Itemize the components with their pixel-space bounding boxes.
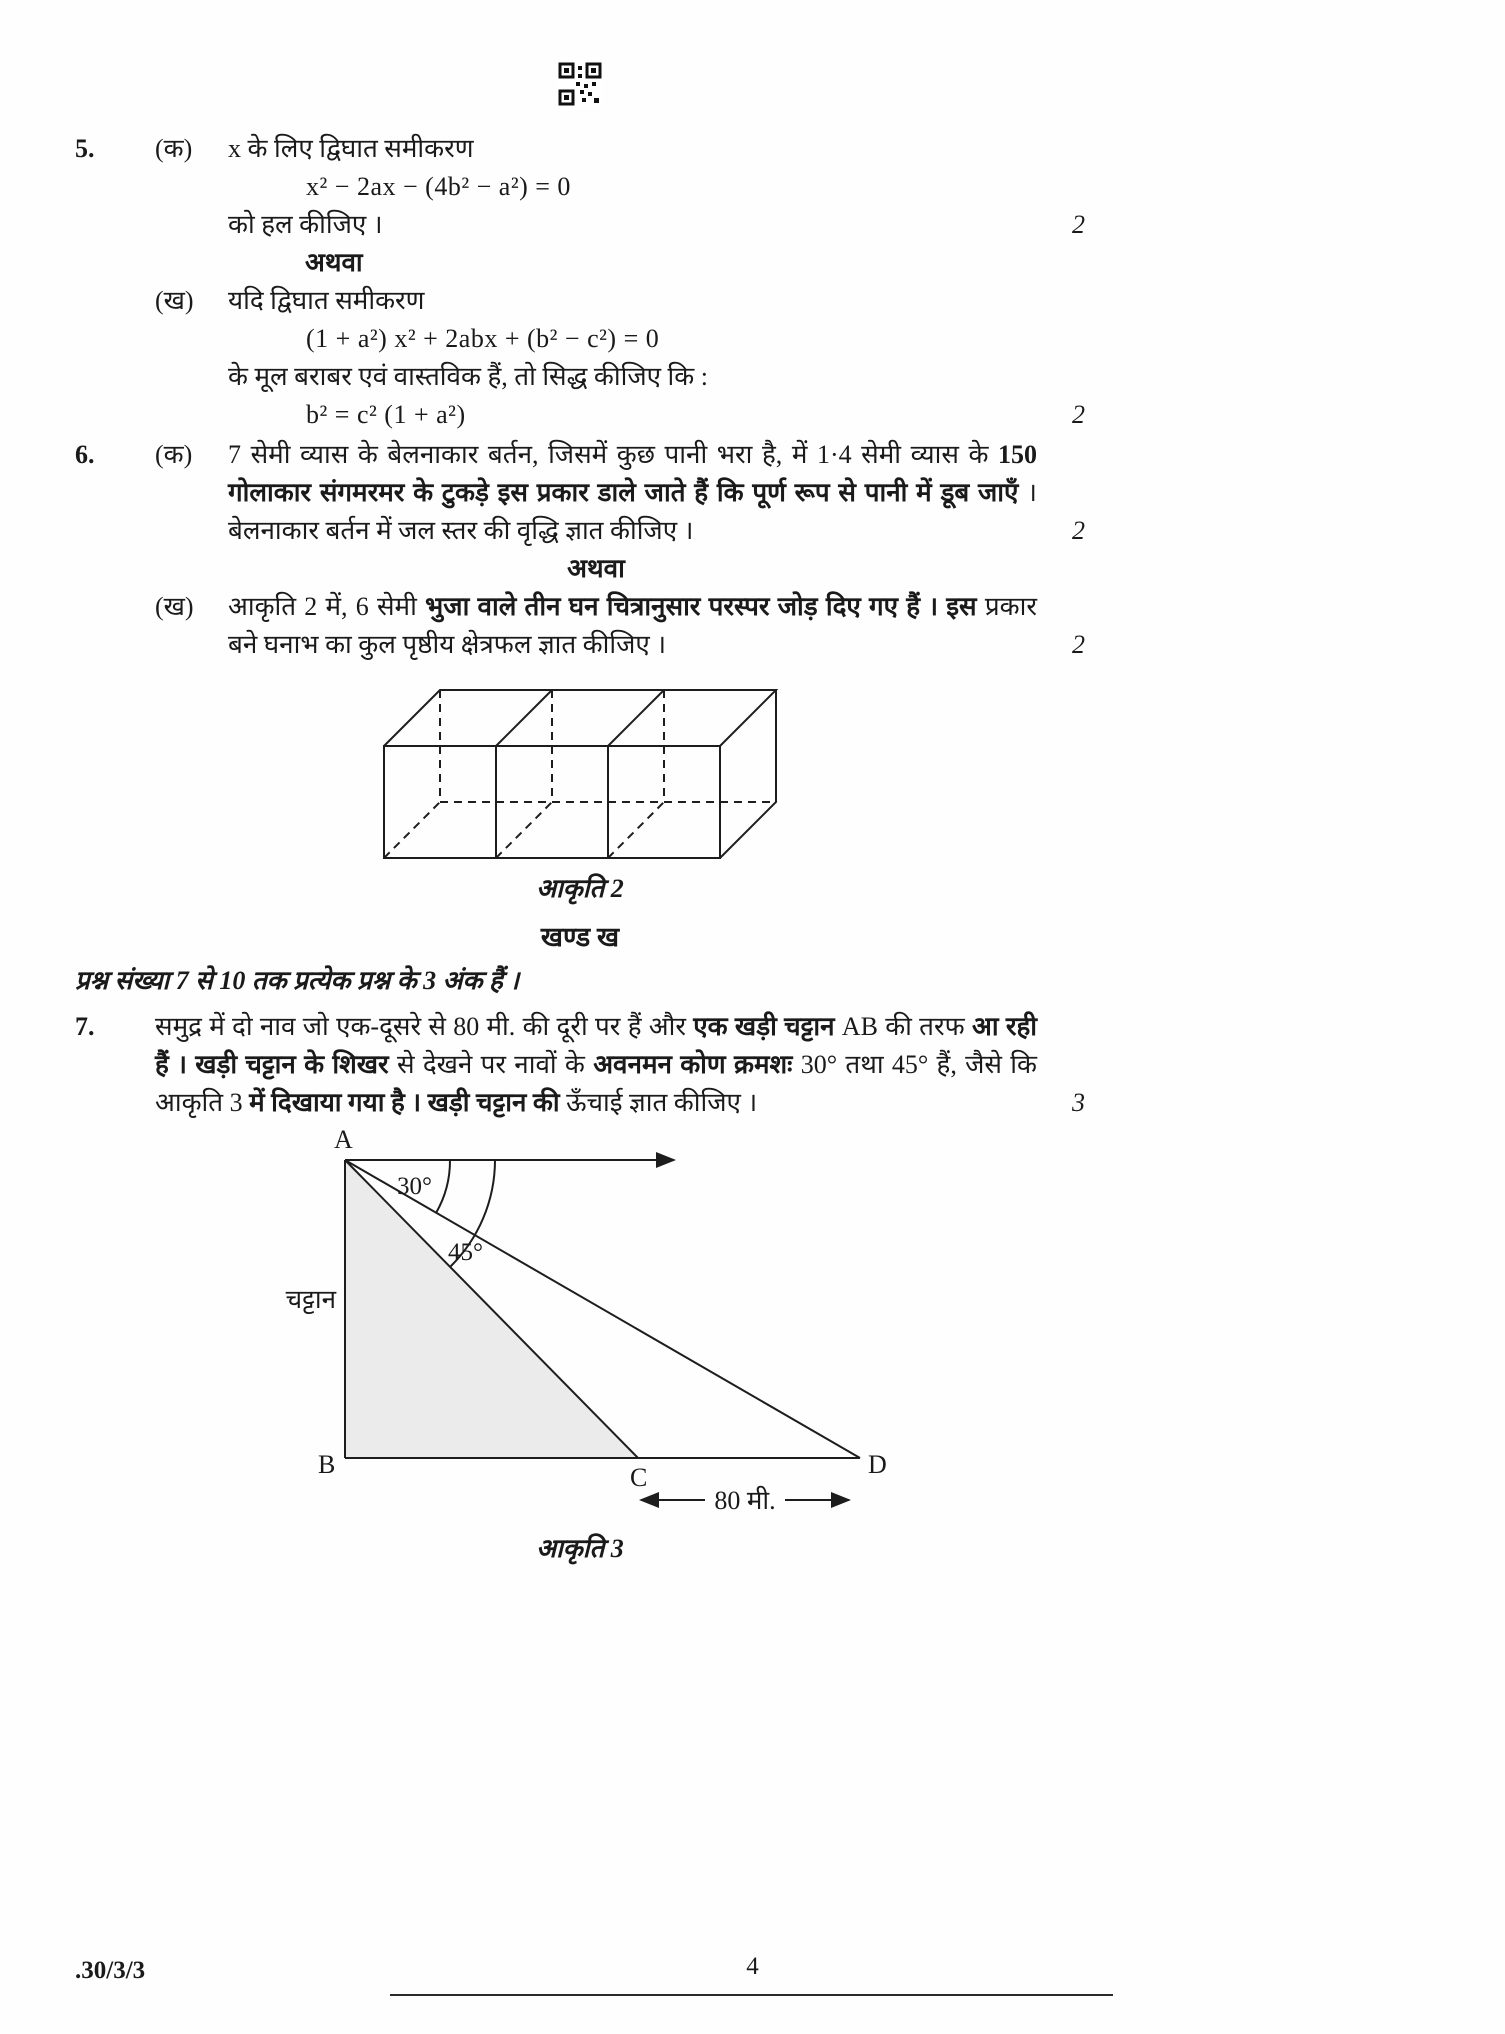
figure-2-cubes-diagram: [374, 672, 786, 868]
angle-arc-30: [436, 1160, 450, 1213]
question-5b-label: (ख): [155, 286, 194, 315]
page-number: 4: [746, 1953, 759, 1980]
question-6-or-separator: अथवा: [567, 554, 625, 583]
question-5a-intro: x के लिए द्विघात समीकरण: [228, 134, 474, 163]
angle-label-30: 30°: [397, 1173, 432, 1200]
question-5b: [155, 282, 1085, 434]
question-6b-label: (ख): [155, 592, 194, 621]
angle-label-45: 45°: [448, 1239, 483, 1266]
vertex-label-B: B: [318, 1450, 336, 1479]
question-6b: [155, 588, 1085, 664]
question-6-number: 6.: [75, 440, 95, 469]
question-7-text: समुद्र में दो नाव जो एक-दूसरे से 80 मी. की दूरी पर हैं और एक खड़ी चट्टान AB की तरफ आ रही हैं । खड़ी चट्टान के शिखर से देखने पर नावों के अवनमन कोण क्रमशः 30° तथा 45° हैं, जैसे कि आकृति 3 में दिखाया गया है । खड़ी चट्टान की ऊँचाई ज्ञात कीजिए ।: [155, 1012, 1037, 1117]
question-5-or-separator: अथवा: [305, 248, 363, 277]
question-5a-label: (क): [155, 134, 193, 163]
figure-3-caption: आकृति 3: [536, 1534, 624, 1563]
footer-rule: [390, 1994, 1113, 1996]
question-5b-intro: यदि द्विघात समीकरण: [228, 286, 425, 315]
question-5b-equation: (1 + a²) x² + 2abx + (b² − c²) = 0: [306, 324, 660, 353]
question-5-number: 5.: [75, 134, 95, 163]
figure-3-triangle-diagram: [250, 1128, 950, 1528]
question-5a-marks: 2: [1072, 210, 1085, 239]
question-5b-equation2: b² = c² (1 + a²): [306, 400, 466, 429]
page-content: [75, 62, 1085, 1568]
question-5a-equation: x² − 2ax − (4b² − a²) = 0: [306, 172, 571, 201]
question-6a-marks: 2: [1072, 516, 1085, 545]
figure-2: [75, 672, 1085, 908]
vertex-label-C: C: [630, 1463, 648, 1492]
figure-2-caption: आकृति 2: [536, 874, 624, 903]
question-5: [75, 130, 1085, 434]
question-5b-marks: 2: [1072, 400, 1085, 429]
qr-wrap: [75, 62, 1085, 110]
question-5a: [155, 130, 1085, 244]
question-7: [75, 1008, 1085, 1122]
question-6a: [155, 436, 1085, 550]
qr-code-icon: [558, 62, 602, 106]
vertex-label-A: A: [334, 1128, 353, 1154]
section-instruction: प्रश्न संख्या 7 से 10 तक प्रत्येक प्रश्न के 3 अंक हैं ।: [75, 966, 520, 995]
question-5a-outro: को हल कीजिए ।: [228, 210, 383, 239]
question-6: [75, 436, 1085, 664]
section-title: खण्ड ख: [540, 922, 620, 952]
question-6a-label: (क): [155, 440, 193, 469]
distance-label: 80 मी.: [714, 1486, 776, 1515]
question-6b-text: आकृति 2 में, 6 सेमी भुजा वाले तीन घन चित्रानुसार परस्पर जोड़ दिए गए हैं । इस प्रकार बने घनाभ का कुल पृष्ठीय क्षेत्रफल ज्ञात कीजिए ।: [228, 592, 1037, 659]
cliff-label: चट्टान: [285, 1285, 336, 1314]
question-5b-mid: के मूल बराबर एवं वास्तविक हैं, तो सिद्ध कीजिए कि :: [228, 362, 708, 391]
vertex-label-D: D: [868, 1450, 887, 1479]
question-7-number: 7.: [75, 1012, 95, 1041]
question-6b-marks: 2: [1072, 630, 1085, 659]
question-6a-text: 7 सेमी व्यास के बेलनाकार बर्तन, जिसमें कुछ पानी भरा है, में 1·4 सेमी व्यास के 150 गोलाकार संगमरमर के टुकड़े इस प्रकार डाले जाते हैं कि पूर्ण रूप से पानी में डूब जाएँ । बेलनाकार बर्तन में जल स्तर की वृद्धि ज्ञात कीजिए ।: [228, 440, 1037, 545]
paper-code: .30/3/3: [75, 1957, 146, 1984]
question-7-marks: 3: [1072, 1088, 1085, 1117]
figure-3: [75, 1128, 1085, 1568]
